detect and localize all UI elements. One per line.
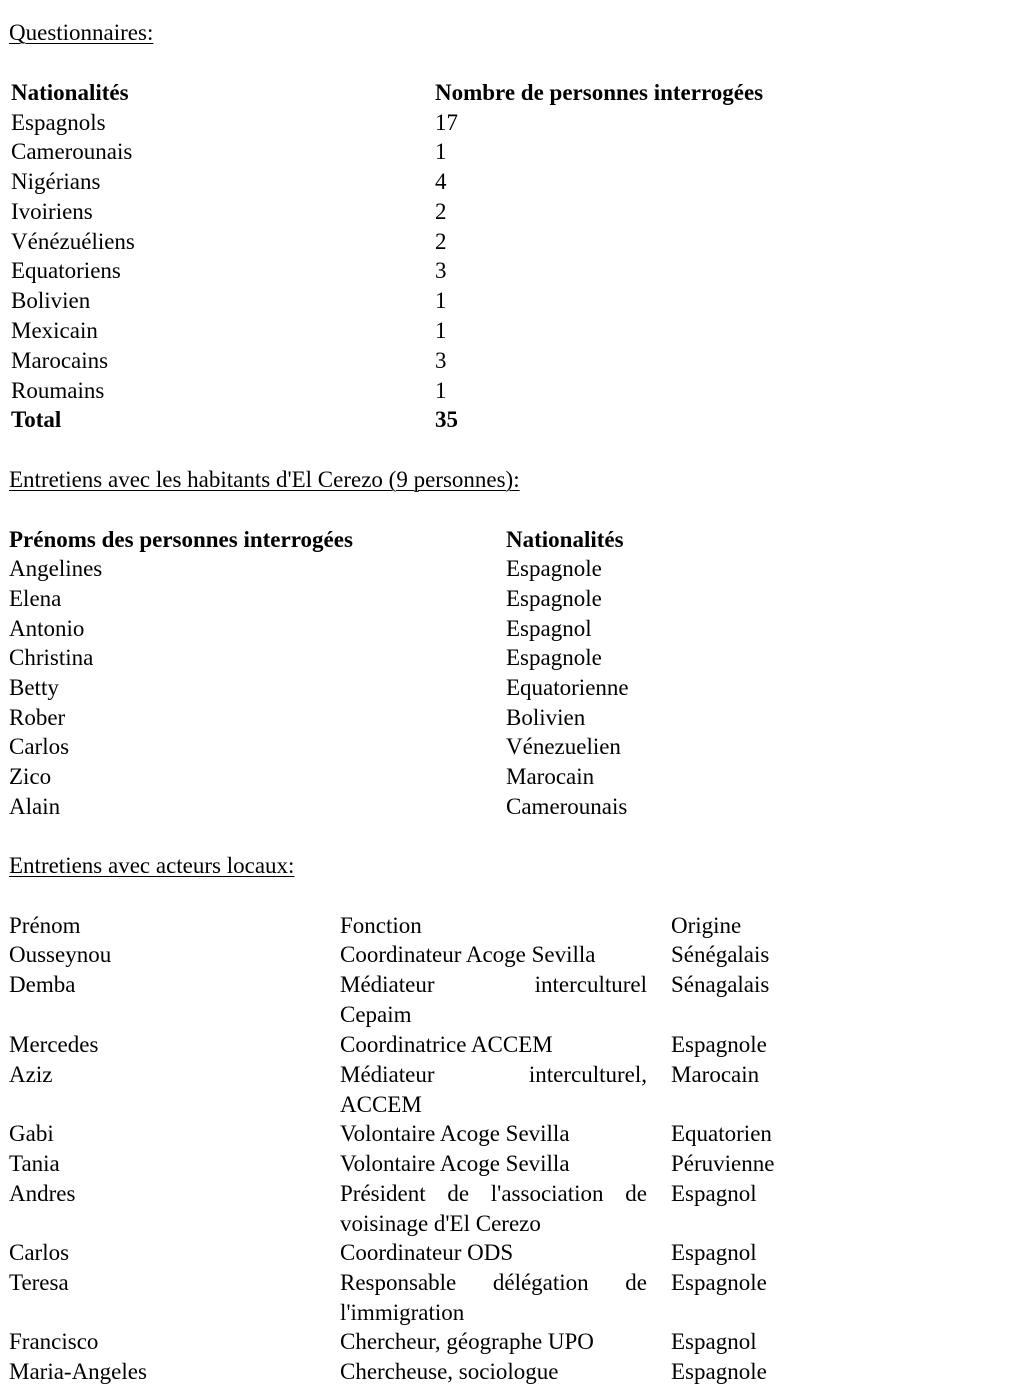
- habitants-title: Entretiens avec les habitants d'El Cerezo (9 personnes):: [9, 467, 520, 492]
- nationality-cell: Equatorienne: [506, 675, 629, 700]
- header-nationalites: Nationalités: [506, 527, 624, 552]
- nationality-cell: Nigérians: [11, 169, 101, 194]
- count-cell: 2: [435, 199, 447, 224]
- table-row: [0, 673, 1028, 703]
- function-word: interculturel: [534, 972, 647, 997]
- table-row: [0, 137, 1028, 167]
- function-cell: Volontaire Acoge Sevilla: [340, 1121, 570, 1146]
- count-cell: 3: [435, 348, 447, 373]
- name-cell: Aziz: [9, 1062, 53, 1087]
- name-cell: Rober: [9, 705, 66, 730]
- count-cell: 2: [435, 229, 447, 254]
- function-cell: Coordinateur Acoge Sevilla: [340, 942, 596, 967]
- nationality-cell: Vénézuéliens: [11, 229, 135, 254]
- function-word: Médiateur: [340, 1062, 435, 1087]
- table-row: [0, 1268, 1028, 1328]
- name-cell: Elena: [9, 586, 62, 611]
- function-cell-continued: ACCEM: [340, 1092, 422, 1117]
- function-word: de: [447, 1181, 470, 1206]
- header-fonction: Fonction: [340, 913, 422, 938]
- origin-cell: Espagnole: [671, 1270, 767, 1295]
- table-row: [0, 584, 1028, 614]
- nationality-cell: Roumains: [11, 378, 105, 403]
- name-cell: Ousseynou: [9, 942, 112, 967]
- name-cell: Demba: [9, 972, 76, 997]
- table-row: [0, 1149, 1028, 1179]
- count-cell: 4: [435, 169, 447, 194]
- function-cell: Chercheur, géographe UPO: [340, 1329, 594, 1354]
- total-row: [0, 405, 1028, 435]
- table-row: [0, 346, 1028, 376]
- name-cell: Carlos: [9, 1240, 70, 1265]
- table-row: [0, 970, 1028, 1030]
- name-cell: Alain: [9, 794, 61, 819]
- origin-cell: Péruvienne: [671, 1151, 775, 1176]
- function-cell: [340, 1060, 647, 1090]
- function-cell: Coordinatrice ACCEM: [340, 1032, 553, 1057]
- header-prenoms: Prénoms des personnes interrogées: [9, 527, 353, 552]
- count-cell: 3: [435, 258, 447, 283]
- table-row: [0, 197, 1028, 227]
- table-row: [0, 614, 1028, 644]
- function-cell: [340, 970, 647, 1000]
- table-row: [0, 256, 1028, 286]
- table-row: [0, 703, 1028, 733]
- header-prenom: Prénom: [9, 913, 81, 938]
- acteurs-title: Entretiens avec acteurs locaux:: [9, 853, 295, 878]
- header-nationalites: Nationalités: [11, 80, 129, 105]
- origin-cell: Espagnol: [671, 1240, 757, 1265]
- nationality-cell: Camerounais: [506, 794, 628, 819]
- table-row: [0, 732, 1028, 762]
- nationality-cell: Bolivien: [11, 288, 91, 313]
- table-row: [0, 792, 1028, 822]
- table-row: [0, 1179, 1028, 1239]
- origin-cell: Espagnol: [671, 1329, 757, 1354]
- function-cell-continued: l'immigration: [340, 1300, 465, 1325]
- function-cell-continued: voisinage d'El Cerezo: [340, 1211, 541, 1236]
- name-cell: Mercedes: [9, 1032, 99, 1057]
- origin-cell: Equatorien: [671, 1121, 772, 1146]
- function-word: Président: [340, 1181, 426, 1206]
- header-nombre: Nombre de personnes interrogées: [435, 80, 764, 105]
- table-row: [0, 554, 1028, 584]
- table-row: [0, 1238, 1028, 1268]
- nationality-cell: Espagnols: [11, 110, 106, 135]
- table-row: [0, 1060, 1028, 1120]
- table-row: [0, 167, 1028, 197]
- name-cell: Carlos: [9, 734, 70, 759]
- nationality-cell: Espagnole: [506, 645, 602, 670]
- table-row: [0, 762, 1028, 792]
- table-row: [0, 1030, 1028, 1060]
- origin-cell: Espagnole: [671, 1032, 767, 1057]
- questionnaires-header-row: [0, 78, 1028, 108]
- count-cell: 1: [435, 288, 447, 313]
- name-cell: Angelines: [9, 556, 103, 581]
- function-word: interculturel,: [528, 1062, 647, 1087]
- nationality-cell: Mexicain: [11, 318, 98, 343]
- name-cell: Gabi: [9, 1121, 54, 1146]
- table-row: [0, 227, 1028, 257]
- table-row: [0, 643, 1028, 673]
- table-row: [0, 376, 1028, 406]
- name-cell: Teresa: [9, 1270, 69, 1295]
- header-origine: Origine: [671, 913, 742, 938]
- table-row: [0, 1119, 1028, 1149]
- nationality-cell: Equatoriens: [11, 258, 121, 283]
- count-cell: 1: [435, 378, 447, 403]
- count-cell: 1: [435, 139, 447, 164]
- name-cell: Zico: [9, 764, 52, 789]
- function-word: Médiateur: [340, 972, 435, 997]
- function-cell: Chercheuse, sociologue: [340, 1359, 559, 1384]
- function-cell: Coordinateur ODS: [340, 1240, 514, 1265]
- table-row: [0, 940, 1028, 970]
- total-label: Total: [11, 407, 62, 432]
- function-word: Responsable: [340, 1270, 457, 1295]
- nationality-cell: Espagnole: [506, 556, 602, 581]
- function-word: l'association: [490, 1181, 604, 1206]
- name-cell: Maria-Angeles: [9, 1359, 147, 1384]
- origin-cell: Marocain: [671, 1062, 760, 1087]
- name-cell: Tania: [9, 1151, 60, 1176]
- table-row: [0, 1327, 1028, 1357]
- count-cell: 17: [435, 110, 458, 135]
- name-cell: Christina: [9, 645, 94, 670]
- function-word: de: [625, 1270, 647, 1295]
- total-value: 35: [435, 407, 458, 432]
- function-word: de: [625, 1181, 647, 1206]
- function-word: délégation: [492, 1270, 589, 1295]
- table-row: [0, 108, 1028, 138]
- nationality-cell: Marocains: [11, 348, 109, 373]
- function-cell: [340, 1179, 647, 1209]
- nationality-cell: Ivoiriens: [11, 199, 93, 224]
- table-row: [0, 316, 1028, 346]
- nationality-cell: Bolivien: [506, 705, 586, 730]
- origin-cell: Espagnole: [671, 1359, 767, 1384]
- nationality-cell: Vénezuelien: [506, 734, 621, 759]
- nationality-cell: Marocain: [506, 764, 595, 789]
- nationality-cell: Camerounais: [11, 139, 133, 164]
- origin-cell: Sénagalais: [671, 972, 770, 997]
- name-cell: Andres: [9, 1181, 76, 1206]
- origin-cell: Sénégalais: [671, 942, 770, 967]
- origin-cell: Espagnol: [671, 1181, 757, 1206]
- acteurs-header-row: [0, 911, 1028, 941]
- function-cell: Volontaire Acoge Sevilla: [340, 1151, 570, 1176]
- function-cell: [340, 1268, 647, 1298]
- table-row: [0, 286, 1028, 316]
- count-cell: 1: [435, 318, 447, 343]
- nationality-cell: Espagnol: [506, 616, 592, 641]
- name-cell: Antonio: [9, 616, 85, 641]
- habitants-header-row: [0, 525, 1028, 555]
- name-cell: Francisco: [9, 1329, 99, 1354]
- table-row: [0, 1357, 1028, 1387]
- function-cell-continued: Cepaim: [340, 1002, 412, 1027]
- nationality-cell: Espagnole: [506, 586, 602, 611]
- questionnaires-title: Questionnaires:: [9, 20, 154, 45]
- name-cell: Betty: [9, 675, 59, 700]
